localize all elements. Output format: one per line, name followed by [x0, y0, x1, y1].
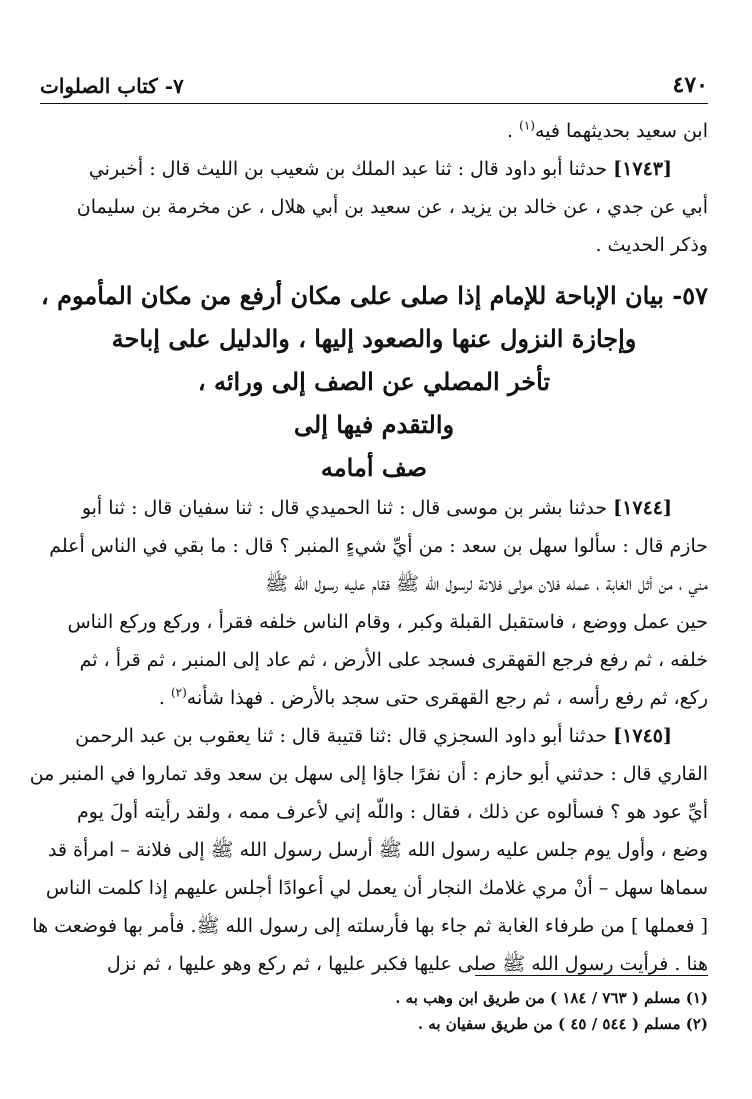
page-header — [40, 58, 708, 98]
footnote-ref: (١) — [519, 118, 535, 133]
hadith-1744: [١٧٤٤] حدثنا بشر بن موسى قال : ثنا الحميدي قال : ثنا سفيان قال : ثنا أبو — [81, 497, 672, 519]
page-body — [29, 112, 708, 983]
hadith-1743-cont: أبي عن جدي ، عن خالد بن يزيد ، عن سعيد بن أبي هلال ، عن مخرمة بن سليمان وذكر الحديث . — [76, 196, 708, 256]
footnotes — [40, 985, 708, 1037]
footnote-divider — [475, 975, 708, 976]
page-number: ٤٧٠ — [672, 72, 708, 98]
footnote-2: (٢) مسلم ( ٥٤٤ / ٤٥ ) من طريق سفيان به . — [417, 1015, 708, 1033]
chapter-heading: ٥٧- بيان الإباحة للإمام إذا صلى على مكان أرفع من مكان المأموم ، وإجازة النزول عنها والصعود إليها ، والدليل على إباحة تأخر المصلي عن الصف إلى ورائه ، والتقدم فيها إلى صف أمامه — [41, 281, 708, 482]
paragraph-continuation: ابن سعيد بحديثهما فيه$^{(١)}$ . — [507, 118, 708, 142]
hadith-number: [١٧٤٣] — [613, 158, 672, 180]
footnote-1: (١) مسلم ( ٧٦٣ / ١٨٤ ) من طريق ابن وهب به . — [395, 989, 708, 1007]
hadith-1745-cont: القاري قال : حدثني أبو حازم : أن نفرًا جاؤا إلى سهل بن سعد وقد تماروا في المنبر من أيِّ عود هو ؟ فسألوه عن ذلك ، فقال : واللّه إني لأعرف ممه ، ولقد رأيته أولَ يوم وضع ، وأول يوم جلس عليه رسول الله ﷺ أرسل رسول الله ﷺ إلى فلانة – امرأة قد سماها سهل – أنْ مري غلامك النجار أن يعمل لي أعوادًا أجلس عليهم إذا كلمت الناس [ فعملها ] من طرفاء الغابة ثم جاء بها فأرسلته إلى رسول الله ﷺ. فأمر بها فوضعت ها هنا . فرأيت رسول الله ﷺ صلى عليها فكبر عليها ، ثم ركع وهو عليها ، ثم نزل — [29, 763, 708, 975]
header-divider — [40, 103, 708, 104]
hadith-1745: [١٧٤٥] حدثنا أبو داود السجزي قال :ثنا قتيبة قال : ثنا يعقوب بن عبد الرحمن — [75, 725, 672, 747]
footnote-ref: (٢) — [170, 685, 187, 700]
hadith-number: [١٧٤٤] — [613, 497, 672, 519]
hadith-1743: [١٧٤٣] حدثنا أبو داود قال : ثنا عبد الملك بن شعيب بن الليث قال : أخبرني — [88, 158, 672, 180]
running-title: ٧- كتاب الصلوات — [40, 74, 184, 98]
hadith-number: [١٧٤٥] — [613, 725, 672, 747]
hadith-1744-cont: حازم قال : سألوا سهل بن سعد : من أيِّ شيءٍ المنبر ؟ قال : ما بقي في الناس أعلم مني ، من أثل الغابة ، عمله فلان مولى فلانة لرسول الله ﷺ فقام عليه رسول الله ﷺ حين عمل ووضع ، فاستقبل القبلة وكبر ، وقام الناس خلفه فقرأ ، وركع وركع الناس خلفه ، ثم رفع فرجع القهقرى فسجد على الأرض ، ثم عاد إلى المنبر ، ثم قرأ ، ثم ركع، ثم رفع رأسه ، ثم رجع القهقرى حتى سجد بالأرض . فهذا شأنه$^{(٢)}$ . — [49, 535, 708, 709]
